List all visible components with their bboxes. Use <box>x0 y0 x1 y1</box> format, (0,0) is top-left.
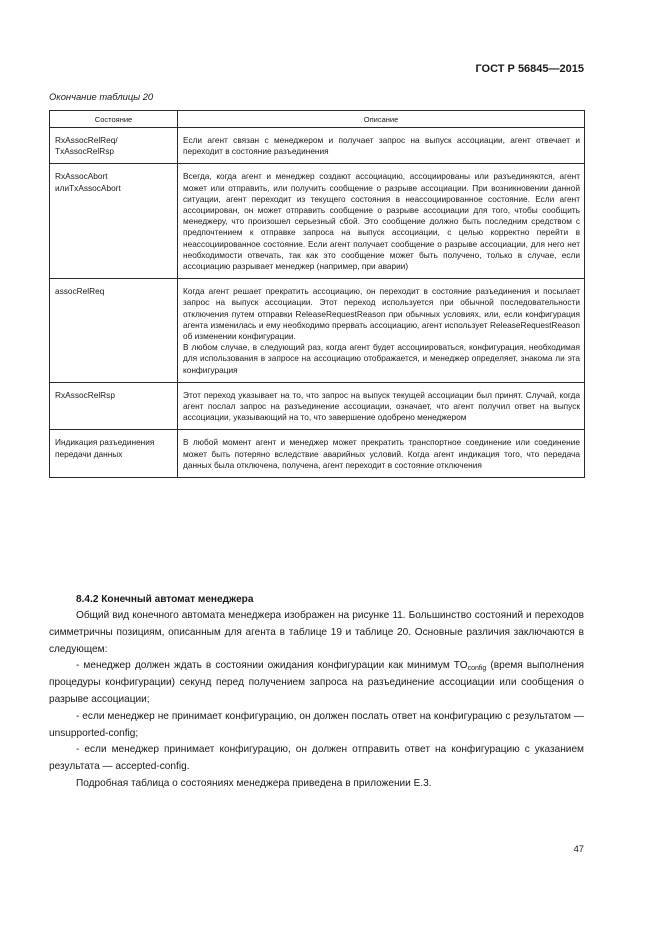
subscript: config <box>467 665 487 673</box>
state-cell: RxAssocRelRsp <box>50 382 178 430</box>
description-paragraph: В любом случае, в следующий раз, когда агент будет ассоциироваться, конфигурация, необходимая для использования в запросе на ассоциацию отображается, и менеджер определяет, знакома ли эта конфигурация <box>183 342 580 375</box>
state-cell: RxAssocRelReq/ TxAssocRelRsp <box>50 128 178 164</box>
table-row <box>50 430 585 478</box>
body-paragraph: Общий вид конечного автомата менеджера изображен на рисунке 11. Большинство состояний и переходов симметричны позициям, описанным для агента в таблице 19 и таблице 20. Основные различия заключаются в следующем: <box>49 610 584 655</box>
state-cell: Индикация разъединения передачи данных <box>50 430 178 478</box>
column-header-state: Состояние <box>50 111 178 128</box>
body-paragraph: - если менеджер принимает конфигурацию, он должен отправить ответ на конфигурацию с указанием результата — accepted-config. <box>49 744 584 773</box>
page-number: 47 <box>573 843 584 854</box>
table-row <box>50 279 585 383</box>
body-paragraph <box>49 658 584 708</box>
table-header-row <box>50 111 585 128</box>
table-row <box>50 382 585 430</box>
body-paragraph: Подробная таблица о состояниях менеджера приведена в приложении Е.3. <box>76 777 432 789</box>
body-paragraph: - если менеджер не принимает конфигурацию, он должен послать ответ на конфигурацию с результатом — unsupported-config; <box>49 710 584 739</box>
states-table <box>49 110 585 478</box>
state-cell: RxAssocAbort илиTxAssocAbort <box>50 164 178 279</box>
body-text-run: - менеджер должен ждать в состоянии ожидания конфигурации как минимум TO <box>76 660 468 672</box>
state-cell: assocRelReq <box>50 279 178 383</box>
section-body <box>49 608 584 793</box>
description-paragraph: Когда агент решает прекратить ассоциацию, он переходит в состояние разъединения и посылает запрос на выпуск ассоциации. Этот переход используется при обычной последовательности отключения путем отправки ReleaseRequestReason при обычных условиях, или, если конфигурация агента изменилась и ему необходимо прервать ассоциацию, агент использует ReleaseRequestReason об изменении конфигурации. <box>183 286 580 342</box>
description-cell: Всегда, когда агент и менеджер создают ассоциацию, ассоциированы или разъединяются, агент может или отправить, или получить сообщение о разрыве ассоциации. При возникновении данной ситуации, агент переходит из текущего состояния в неассоциированное состояние. Если агент ассоциирован, он может отправить сообщение о разрыве ассоциации для того, чтобы сообщить менеджеру, что произошел серьезный сбой. Это сообщение должно быть последним средством с предпочтением к отправке запроса на выпуск ассоциации, с целью корректно перейти в неассоциированное состояние. Если агент получает сообщение о разрыве ассоциации, для него нет необходимости отвечать, так как это сообщение может быть получено, только в случае, если ассоциацию разрывает менеджер (например, при аварии) <box>178 164 585 279</box>
table-row <box>50 128 585 164</box>
section-title: 8.4.2 Конечный автомат менеджера <box>76 594 254 605</box>
table-row <box>50 164 585 279</box>
description-cell: Этот переход указывает на то, что запрос на выпуск текущей ассоциации был принят. Случай, когда агент послал запрос на разъединение ассоциации, означает, что агент получил ответ на выпуск ассоциации, указывающий на то, что завершение одобрено менеджером <box>178 382 585 430</box>
description-cell: Если агент связан с менеджером и получает запрос на выпуск ассоциации, агент отвечает и переходит в состояние разъединения <box>178 128 585 164</box>
description-cell: В любой момент агент и менеджер может прекратить транспортное соединение или соединение может быть потеряно вследствие аварийных условий. Когда агент индикация того, что передача данных была отключена, получена, агент переходит в состояние отключения <box>178 430 585 478</box>
description-cell <box>178 279 585 383</box>
body-text-run: (время выполнения процедуры конфигурации) секунд перед получением запроса на разъединение ассоциации или сообщения о разрыве ассоциации; <box>49 660 584 705</box>
table-caption: Окончание таблицы 20 <box>49 91 154 102</box>
column-header-description: Описание <box>178 111 585 128</box>
document-code: ГОСТ Р 56845—2015 <box>475 63 584 75</box>
